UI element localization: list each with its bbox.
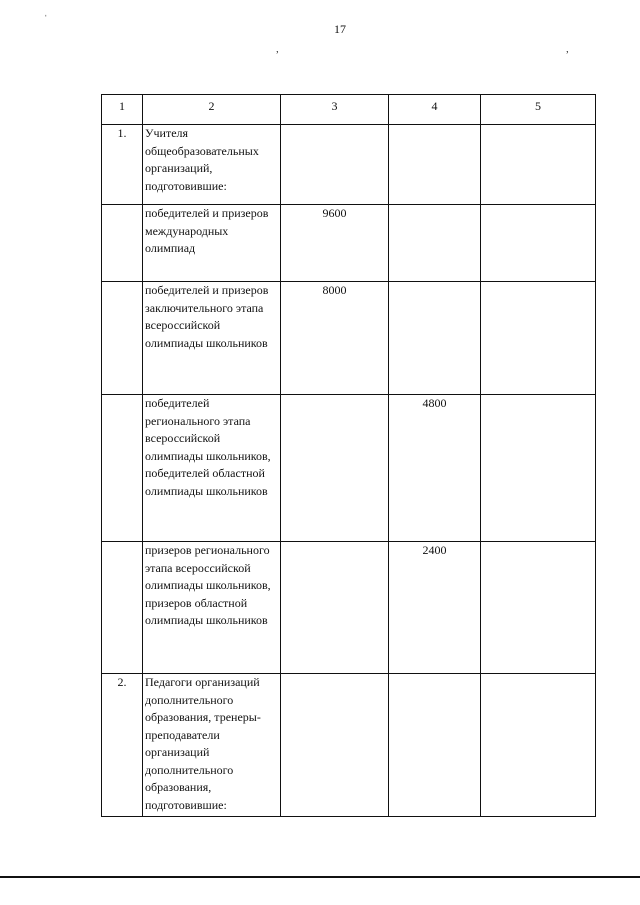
value-cell-col4 [389,205,481,282]
data-table [101,94,596,817]
row-number-cell [102,205,143,282]
table-row [102,125,596,205]
value-cell-col4 [389,125,481,205]
scan-speck: , [566,43,569,55]
value-cell-col5 [481,125,596,205]
value-cell-col4: 2400 [389,542,481,674]
value-cell-col5 [481,282,596,395]
description-cell: победителей и призеров международных олимпиад [143,205,281,282]
value-cell-col4 [389,282,481,395]
header-cell: 4 [389,95,481,125]
table-row [102,542,596,674]
table-row [102,205,596,282]
value-cell-col5 [481,542,596,674]
value-cell-col3: 8000 [281,282,389,395]
table-row [102,282,596,395]
value-cell-col3 [281,542,389,674]
header-cell: 5 [481,95,596,125]
value-cell-col3 [281,395,389,542]
scan-speck: ˈ [44,13,48,25]
row-number-cell [102,282,143,395]
table-row [102,674,596,817]
table-row [102,395,596,542]
description-cell: победителей и призеров заключительного этапа всероссийской олимпиады школьников [143,282,281,395]
description-cell: победителей регионального этапа всероссийской олимпиады школьников, победителей областной олимпиады школьников [143,395,281,542]
value-cell-col3: 9600 [281,205,389,282]
row-number-cell [102,542,143,674]
value-cell-col5 [481,205,596,282]
description-cell: Учителя общеобразовательных организаций, подготовившие: [143,125,281,205]
value-cell-col4 [389,674,481,817]
value-cell-col4: 4800 [389,395,481,542]
value-cell-col3 [281,674,389,817]
row-number-cell: 1. [102,125,143,205]
page-bottom-rule [0,876,640,878]
header-cell: 2 [143,95,281,125]
table-header-row [102,95,596,125]
header-cell: 1 [102,95,143,125]
header-cell: 3 [281,95,389,125]
value-cell-col5 [481,395,596,542]
page-number: 17 [334,22,346,36]
value-cell-col5 [481,674,596,817]
value-cell-col3 [281,125,389,205]
description-cell: призеров регионального этапа всероссийской олимпиады школьников, призеров областной олимпиады школьников [143,542,281,674]
row-number-cell [102,395,143,542]
description-cell: Педагоги организаций дополнительного образования, тренеры-преподаватели организаций дополнительного образования, подготовившие: [143,674,281,817]
scan-speck: , [276,43,279,55]
row-number-cell: 2. [102,674,143,817]
